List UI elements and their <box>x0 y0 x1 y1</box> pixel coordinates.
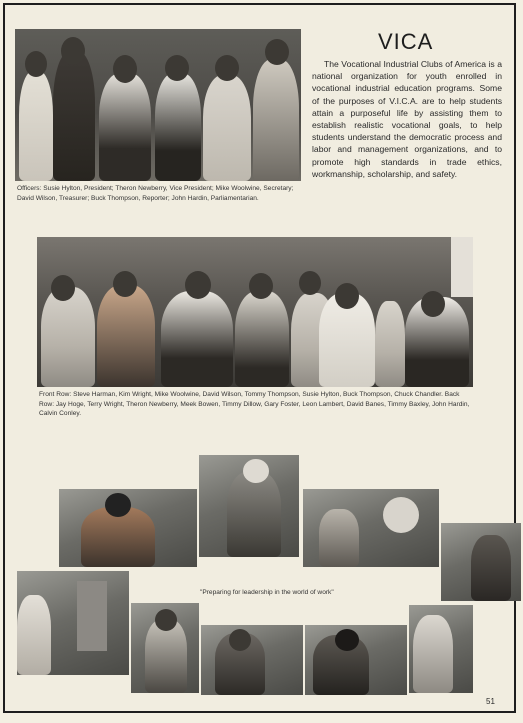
activity-photo-mechanic <box>199 455 299 557</box>
officers-caption: Officers: Susie Hylton, President; Theron Newberry, Vice President; Mike Woolwine, Secretary; David Wilson, Treasurer; Buck Thompson, Reporter; John Hardin, Parliamentarian. <box>17 185 294 202</box>
group-caption: Front Row: Steve Harman, Kim Wright, Mike Woolwine, David Wilson, Tommy Thompson, Susie Hylton, Buck Thompson, Chuck Chandler. Back Row: Jay Hoge, Terry Wright, Theron Newberry, Meek Bowen, Timmy Dillow, Gary Foster, Leon Lambert, David Banes, Timmy Baxley, John Hardin, Calvin Conley. <box>39 391 470 418</box>
officers-photo <box>15 29 301 181</box>
activity-photo-shelf <box>441 523 521 601</box>
page-title: VICA <box>378 29 434 54</box>
group-photo <box>37 237 473 387</box>
activity-photo-drill <box>17 571 129 675</box>
activity-photo-cap <box>59 489 197 567</box>
activity-photo-lathe <box>201 625 303 695</box>
activity-photo-machine <box>303 489 439 567</box>
activity-photo-bench <box>131 603 199 693</box>
intro-paragraph: The Vocational Industrial Clubs of America is a national organization for youth enrolled in vocational industrial education programs. Some of the purposes of V.I.C.A. are to help students attain a purposeful life by assisting them to establish realistic vocational goals, to help students understand the democratic process and labor and management organizations, and to promote high standards in trade ethics, workmanship, scholarship, and safety. <box>312 59 502 179</box>
activity-photo-welding <box>305 625 407 695</box>
collage-quote: "Preparing for leadership in the world of work" <box>200 589 334 596</box>
page-number: 51 <box>486 697 495 706</box>
activity-photo-cabinet <box>409 605 473 693</box>
yearbook-page <box>3 3 516 713</box>
